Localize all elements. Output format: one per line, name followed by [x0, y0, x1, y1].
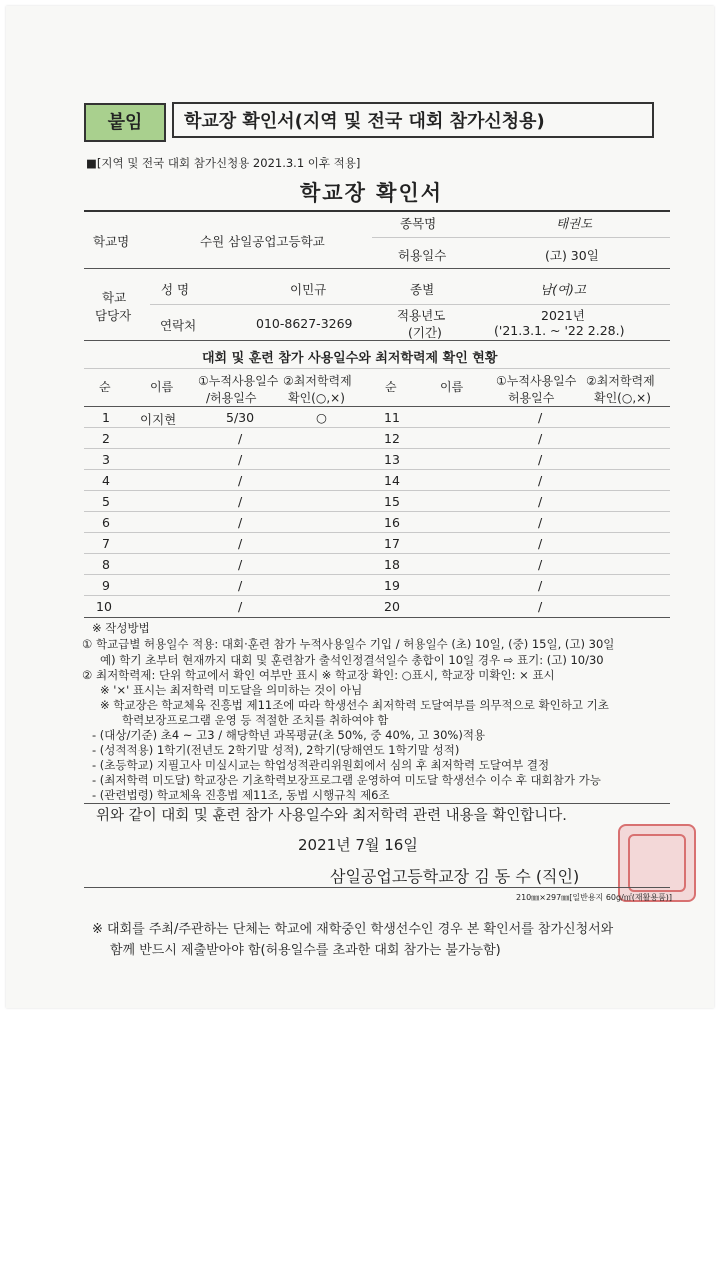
row-days-right: /: [538, 410, 543, 425]
info-rule: [150, 304, 670, 305]
row-no: 2: [102, 431, 110, 446]
manager-label: 담당자: [95, 308, 132, 323]
row-no: 9: [102, 578, 110, 593]
info-top-rule: [84, 210, 670, 212]
attachment-badge: 붙임: [84, 103, 166, 142]
row-no: 7: [102, 536, 110, 551]
col-days-header-right: ①누적사용일수: [496, 374, 577, 388]
col-check-header: ②최저학력제: [283, 374, 352, 388]
allowed-days-value: (고) 30일: [545, 248, 599, 263]
row-no-right: 17: [384, 536, 400, 551]
row-rule: [84, 469, 670, 470]
row-rule: [84, 511, 670, 512]
row-no-right: 13: [384, 452, 400, 467]
row-no: 10: [96, 599, 112, 614]
row-rule: [84, 490, 670, 491]
allowed-days-label: 허용일수: [398, 248, 447, 263]
note-6: - (성적적용) 1학기(전년도 2학기말 성적), 2학기(당해연도 1학기말 성적): [92, 743, 460, 757]
type-label: 종별: [410, 282, 435, 297]
col-name-header-right: 이름: [440, 380, 464, 394]
usage-table-title: 대회 및 훈련 참가 사용일수와 최저학력제 확인 현황: [202, 351, 498, 366]
row-check: ○: [316, 410, 327, 425]
row-days: /: [238, 578, 243, 593]
row-days: /: [238, 557, 243, 572]
row-no-right: 16: [384, 515, 400, 530]
contact-value: 010-8627-3269: [256, 316, 353, 331]
row-days-right: /: [538, 557, 543, 572]
row-days: /: [238, 431, 243, 446]
school-label: 학교명: [93, 234, 130, 249]
note-4: ※ 학교장은 학교체육 진흥법 제11조에 따라 학생선수 최저학력 도달여부를 의무적으로 확인하고 기초: [100, 698, 609, 712]
signer: 삼일공업고등학교장 김 동 수 (직인): [330, 867, 580, 886]
col-days-header-right: 허용일수: [508, 391, 555, 405]
form-title: 학교장 확인서(지역 및 전국 대회 참가신청용): [172, 102, 654, 138]
document-title: 학교장 확인서: [300, 181, 444, 205]
info-rule: [84, 268, 670, 269]
row-days-right: /: [538, 599, 543, 614]
note-1-example: 예) 학기 초부터 현재까지 대회 및 훈련참가 출석인정결석일수 총합이 10일 경우 ⇨ 표기: (고) 10/30: [100, 653, 604, 667]
row-rule: [84, 553, 670, 554]
contact-label: 연락처: [160, 318, 197, 333]
row-no-right: 19: [384, 578, 400, 593]
row-days: /: [238, 536, 243, 551]
row-days-right: /: [538, 536, 543, 551]
row-no-right: 14: [384, 473, 400, 488]
year-value: 2021년: [541, 308, 585, 323]
year-label: 적용년도: [397, 308, 446, 323]
col-name-header: 이름: [150, 380, 174, 394]
confirmation-text: 위와 같이 대회 및 훈련 참가 사용일수와 최저학력 관련 내용을 확인합니다.: [96, 808, 567, 824]
col-check-header-right: ②최저학력제: [586, 374, 655, 388]
row-rule: [84, 574, 670, 575]
col-check-header: 확인(○,×): [288, 391, 345, 405]
row-no-right: 11: [384, 410, 400, 425]
row-no: 6: [102, 515, 110, 530]
row-days-right: /: [538, 473, 543, 488]
note-3: ※ '×' 표시는 최저학력 미도달을 의미하는 것이 아님: [100, 683, 363, 697]
official-seal: [618, 824, 696, 902]
col-days-header: ①누적사용일수: [198, 374, 279, 388]
row-no-right: 18: [384, 557, 400, 572]
row-rule: [84, 427, 670, 428]
event-label: 종목명: [400, 216, 437, 231]
row-days: 5/30: [226, 410, 255, 425]
row-days-right: /: [538, 431, 543, 446]
col-check-header-right: 확인(○,×): [594, 391, 651, 405]
year-label: (기간): [408, 325, 442, 340]
event-value: 태권도: [556, 216, 593, 231]
note-1: ① 학교급별 허용일수 적용: 대회·훈련 참가 누적사용일수 기입 / 허용일수 (초) 10일, (중) 15일, (고) 30일: [82, 637, 615, 651]
note-8: - (최저학력 미도달) 학교장은 기초학력보장프로그램 운영하여 미도달 학생선수 이수 후 대회참가 가능: [92, 773, 601, 787]
footer-note: ※ 대회를 주최/주관하는 단체는 학교에 재학중인 학생선수인 경우 본 확인서를 참가신청서와: [92, 922, 614, 937]
info-bottom-rule: [84, 340, 670, 341]
note-5: - (대상/기준) 초4 ~ 고3 / 해당학년 과목평균(초 50%, 중 40%, 고 30%)적용: [92, 728, 486, 742]
footer-note-cont: 함께 반드시 제출받아야 함(허용일수를 초과한 대회 참가는 불가능함): [110, 943, 501, 958]
row-no-right: 12: [384, 431, 400, 446]
row-no-right: 20: [384, 599, 400, 614]
row-no: 4: [102, 473, 110, 488]
confirmation-date: 2021년 7월 16일: [298, 836, 418, 854]
row-days-right: /: [538, 578, 543, 593]
row-no: 8: [102, 557, 110, 572]
row-rule: [84, 595, 670, 596]
row-days-right: /: [538, 494, 543, 509]
usage-header-bottom-rule: [84, 406, 670, 407]
year-period: ('21.3.1. ~ '22 2.28.): [494, 323, 625, 338]
row-no: 3: [102, 452, 110, 467]
info-rule: [372, 237, 670, 238]
notes-title: ※ 작성방법: [92, 621, 150, 635]
col-days-header: /허용일수: [206, 391, 257, 405]
col-no-header: 순: [99, 380, 111, 394]
row-no: 5: [102, 494, 110, 509]
row-rule: [84, 448, 670, 449]
note-2: ② 최저학력제: 단위 학교에서 확인 여부만 표시 ※ 학교장 확인: ○표시, 학교장 미확인: × 표시: [82, 668, 555, 682]
row-days-right: /: [538, 515, 543, 530]
col-no-header-right: 순: [385, 380, 397, 394]
paper-spec: 210㎜×297㎜[일반용지 60g/㎡(재활용품)]: [516, 893, 673, 902]
type-value: 남(여)고: [540, 282, 586, 297]
name-label: 성 명: [161, 282, 190, 297]
note-9: - (관련법령) 학교체육 진흥법 제11조, 동법 시행규칙 제6조: [92, 788, 390, 802]
note-4-cont: 학력보장프로그램 운영 등 적절한 조치를 취하여야 함: [122, 713, 389, 727]
usage-header-top-rule: [84, 368, 670, 369]
row-days: /: [238, 473, 243, 488]
manager-name: 이민규: [290, 282, 327, 297]
row-no: 1: [102, 410, 110, 425]
school-name: 수원 삼일공업고등학교: [200, 234, 325, 249]
row-days: /: [238, 494, 243, 509]
row-days: /: [238, 452, 243, 467]
row-days: /: [238, 599, 243, 614]
row-no-right: 15: [384, 494, 400, 509]
usage-table-bottom-rule: [84, 617, 670, 618]
applicability-note: ■[지역 및 전국 대회 참가신청용 2021.3.1 이후 적용]: [86, 156, 361, 170]
note-7: - (초등학교) 지필고사 미실시교는 학업성적관리위원회에서 심의 후 최저학력 도달여부 결정: [92, 758, 550, 772]
row-name: 이지현: [140, 412, 177, 427]
confirmation-bottom-rule: [84, 887, 670, 888]
row-days-right: /: [538, 452, 543, 467]
row-rule: [84, 532, 670, 533]
row-days: /: [238, 515, 243, 530]
manager-label: 학교: [102, 290, 127, 305]
